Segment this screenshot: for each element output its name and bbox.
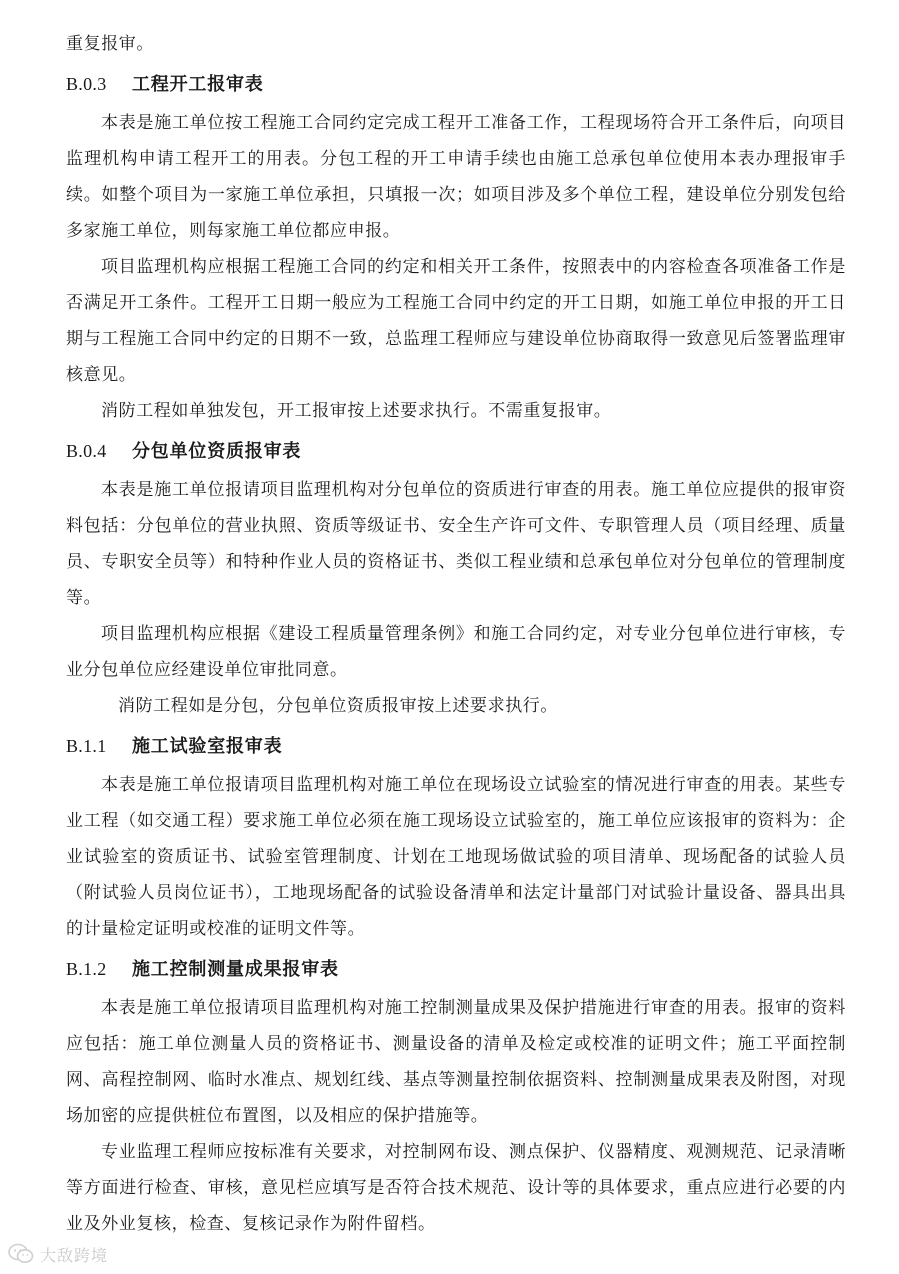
section-number: B.0.4 [66, 441, 107, 461]
section-title: 工程开工报审表 [132, 74, 264, 95]
section-title: 施工试验室报审表 [132, 736, 283, 757]
section-number: B.1.1 [66, 736, 107, 756]
paragraph: 项目监理机构应根据《建设工程质量管理条例》和施工合同约定，对专业分包单位进行审核，专业分包单位应经建设单位审批同意。 [66, 624, 846, 680]
section-heading-b12 [66, 949, 846, 990]
section-title: 分包单位资质报审表 [132, 441, 302, 462]
paragraph-continuation: 重复报审。 [66, 34, 154, 54]
watermark-text: 大敌跨境 [40, 1245, 109, 1265]
paragraph: 本表是施工单位报请项目监理机构对施工单位在现场设立试验室的情况进行审查的用表。某些专业工程（如交通工程）要求施工单位必须在施工现场设立试验室的，施工单位应该报审的资料为：企业试验室的资质证书、试验室管理制度、计划在工地现场做试验的项目清单、现场配备的试验人员（附试验人员岗位证书），工地现场配备的试验设备清单和法定计量部门对试验计量设备、器具出具的计量检定证明或校准的证明文件等。 [66, 775, 846, 939]
document-body [66, 26, 846, 1242]
section-heading-b11 [66, 726, 846, 767]
paragraph: 本表是施工单位按工程施工合同约定完成工程开工准备工作，工程现场符合开工条件后，向项目监理机构申请工程开工的用表。分包工程的开工申请手续也由施工总承包单位使用本表办理报审手续。如整个项目为一家施工单位承担，只填报一次；如项目涉及多个单位工程，建设单位分别发包给多家施工单位，则每家施工单位都应申报。 [66, 113, 846, 241]
paragraph: 本表是施工单位报请项目监理机构对分包单位的资质进行审查的用表。施工单位应提供的报审资料包括：分包单位的营业执照、资质等级证书、安全生产许可文件、专职管理人员（项目经理、质量员、专职安全员等）和特种作业人员的资格证书、类似工程业绩和总承包单位对分包单位的管理制度等。 [66, 480, 846, 608]
paragraph: 消防工程如单独发包，开工报审按上述要求执行。不需重复报审。 [101, 401, 612, 421]
section-heading-b03 [66, 64, 846, 105]
section-title: 施工控制测量成果报审表 [132, 959, 339, 980]
wechat-logo-icon [8, 1243, 34, 1265]
paragraph: 项目监理机构应根据工程施工合同的约定和相关开工条件，按照表中的内容检查各项准备工作是否满足开工条件。工程开工日期一般应为工程施工合同中约定的开工日期，如施工单位申报的开工日期与工程施工合同中约定的日期不一致，总监理工程师应与建设单位协商取得一致意见后签署监理审核意见。 [66, 257, 846, 385]
section-number: B.0.3 [66, 74, 107, 94]
section-number: B.1.2 [66, 959, 107, 979]
paragraph: 本表是施工单位报请项目监理机构对施工控制测量成果及保护措施进行审查的用表。报审的资料应包括：施工单位测量人员的资格证书、测量设备的清单及检定或校准的证明文件；施工平面控制网、高程控制网、临时水准点、规划红线、基点等测量控制依据资料、控制测量成果表及附图，对现场加密的应提供桩位布置图，以及相应的保护措施等。 [66, 998, 846, 1126]
paragraph: 专业监理工程师应按标准有关要求，对控制网布设、测点保护、仪器精度、观测规范、记录清晰等方面进行检查、审核，意见栏应填写是否符合技术规范、设计等的具体要求，重点应进行必要的内业及外业复核，检查、复核记录作为附件留档。 [66, 1142, 846, 1234]
watermark [8, 1240, 108, 1268]
section-heading-b04 [66, 431, 846, 472]
paragraph: 消防工程如是分包，分包单位资质报审按上述要求执行。 [118, 696, 558, 716]
